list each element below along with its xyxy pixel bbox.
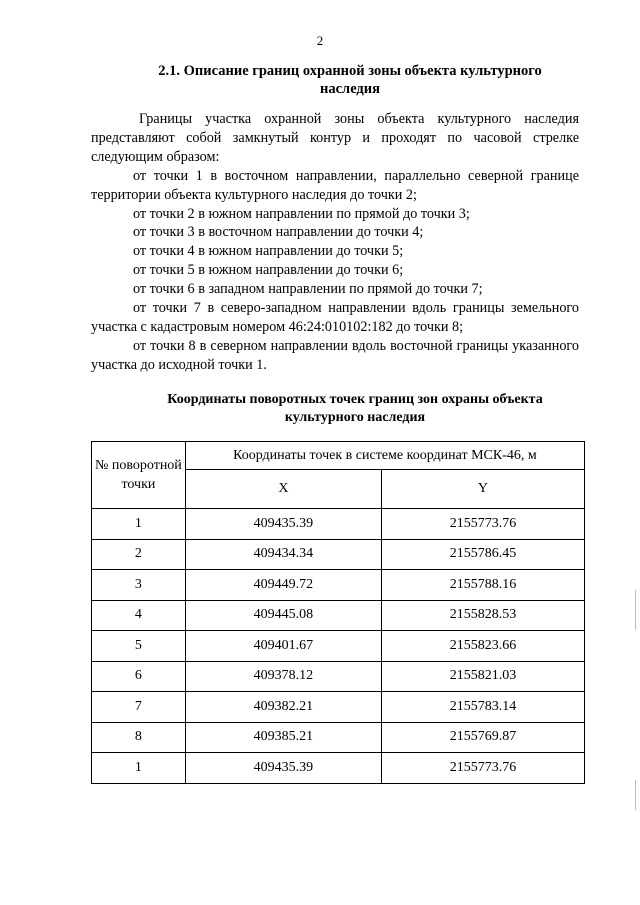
paragraph-segment-1: от точки 1 в восточном направлении, параллельно северной границе территории объекта культурного наследия до точки 2; <box>91 167 579 203</box>
cell-x: 409435.39 <box>185 509 381 540</box>
paragraph-segment-7: от точки 7 в северо-западном направлении вдоль границы земельного участка с кадастровым номером 46:24:010102:182 до точки 8; <box>91 300 579 335</box>
paragraph-segment-4: от точки 4 в южном направлении до точки 5; <box>133 243 404 260</box>
cell-y: 2155786.45 <box>381 539 584 570</box>
paragraph-segment-5: от точки 5 в южном направлении до точки 6; <box>133 262 404 279</box>
cell-y: 2155773.76 <box>381 753 584 784</box>
cell-point-number: 5 <box>92 631 186 662</box>
table-row <box>92 631 585 662</box>
cell-x: 409434.34 <box>185 539 381 570</box>
cell-point-number: 3 <box>92 570 186 601</box>
coordinates-table <box>91 441 585 784</box>
table-row <box>92 600 585 631</box>
cell-point-number: 4 <box>92 600 186 631</box>
coordinates-table-body <box>92 509 585 784</box>
cell-x: 409382.21 <box>185 692 381 723</box>
table-row <box>92 661 585 692</box>
page-number: 2 <box>316 33 324 48</box>
scan-edge-mark <box>635 590 636 630</box>
cell-x: 409401.67 <box>185 631 381 662</box>
table-title <box>130 391 580 427</box>
table-title-line-1: Координаты поворотных точек границ зон охраны объекта <box>167 392 543 407</box>
cell-y: 2155821.03 <box>381 661 584 692</box>
cell-x: 409435.39 <box>185 753 381 784</box>
table-row <box>92 753 585 784</box>
paragraph-segment-8: от точки 8 в северном направлении вдоль восточной границы указанного участка до исходной точки 1. <box>91 337 579 373</box>
cell-x: 409449.72 <box>185 570 381 601</box>
cell-y: 2155773.76 <box>381 509 584 540</box>
paragraph-segment-3: от точки 3 в восточном направлении до точки 4; <box>133 224 424 241</box>
cell-x: 409385.21 <box>185 722 381 753</box>
table-title-line-2: культурного наследия <box>284 410 426 425</box>
cell-point-number: 1 <box>92 509 186 540</box>
cell-x: 409445.08 <box>185 600 381 631</box>
table-row <box>92 570 585 601</box>
cell-point-number: 2 <box>92 539 186 570</box>
paragraph-intro: Границы участка охранной зоны объекта культурного наследия представляют собой замкнутый контур и проходят по часовой стрелке следующим образом: <box>91 111 579 165</box>
cell-point-number: 1 <box>92 753 186 784</box>
paragraph-segment-2: от точки 2 в южном направлении по прямой до точки 3; <box>133 205 470 222</box>
boundary-description <box>91 110 579 375</box>
cell-y: 2155788.16 <box>381 570 584 601</box>
header-point-number: № поворотной точки <box>92 442 186 509</box>
cell-point-number: 8 <box>92 722 186 753</box>
header-coordinate-system: Координаты точек в системе координат МСК-46, м <box>185 442 584 470</box>
table-row <box>92 722 585 753</box>
header-y: Y <box>381 470 584 509</box>
scan-edge-mark <box>635 780 636 810</box>
section-title <box>130 62 570 98</box>
cell-y: 2155783.14 <box>381 692 584 723</box>
table-row <box>92 692 585 723</box>
paragraph-segment-6: от точки 6 в западном направлении по прямой до точки 7; <box>133 281 483 298</box>
section-title-line-2: наследия <box>320 81 380 97</box>
cell-point-number: 6 <box>92 661 186 692</box>
cell-x: 409378.12 <box>185 661 381 692</box>
cell-y: 2155823.66 <box>381 631 584 662</box>
section-title-line-1: 2.1. Описание границ охранной зоны объекта культурного <box>158 63 542 79</box>
header-x: X <box>185 470 381 509</box>
cell-point-number: 7 <box>92 692 186 723</box>
cell-y: 2155828.53 <box>381 600 584 631</box>
cell-y: 2155769.87 <box>381 722 584 753</box>
table-row <box>92 539 585 570</box>
table-row <box>92 509 585 540</box>
